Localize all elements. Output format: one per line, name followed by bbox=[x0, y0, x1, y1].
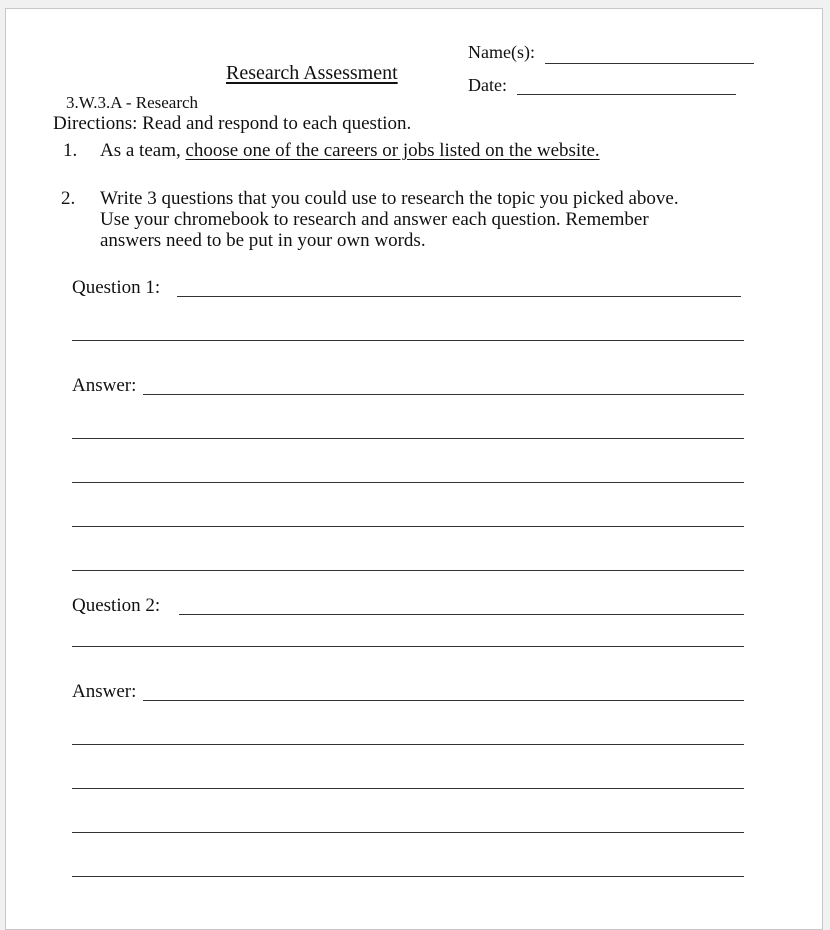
answer-1-line[interactable] bbox=[72, 482, 744, 483]
question-2-line[interactable] bbox=[72, 646, 744, 647]
question-2-label: Question 2: bbox=[72, 595, 161, 616]
item-1-number: 1. bbox=[63, 140, 78, 161]
name-blank-line[interactable] bbox=[545, 63, 754, 64]
item-1-task: choose one of the careers or jobs listed on the website. bbox=[185, 140, 600, 161]
item-2-line-1: Write 3 questions that you could use to research the topic you picked above. bbox=[100, 188, 679, 209]
item-2-line-3: answers need to be put in your own words. bbox=[100, 230, 426, 251]
answer-1-line[interactable] bbox=[72, 526, 744, 527]
directions: Directions: Read and respond to each question. bbox=[53, 113, 412, 134]
item-1-lead: As a team, bbox=[100, 140, 181, 161]
question-2-line[interactable] bbox=[179, 614, 744, 615]
date-blank-line[interactable] bbox=[517, 94, 736, 95]
item-2-line-2: Use your chromebook to research and answer each question. Remember bbox=[100, 209, 649, 230]
answer-1-label: Answer: bbox=[72, 375, 137, 396]
answer-1-line[interactable] bbox=[143, 394, 744, 395]
name-label: Name(s): bbox=[468, 42, 535, 62]
answer-2-line[interactable] bbox=[72, 744, 744, 745]
item-2-number: 2. bbox=[61, 188, 76, 209]
answer-1-line[interactable] bbox=[72, 570, 744, 571]
standard-code: 3.W.3.A - Research bbox=[66, 93, 199, 112]
answer-2-line[interactable] bbox=[143, 700, 744, 701]
answer-2-line[interactable] bbox=[72, 788, 744, 789]
answer-2-line[interactable] bbox=[72, 876, 744, 877]
question-1-line[interactable] bbox=[72, 340, 744, 341]
answer-2-line[interactable] bbox=[72, 832, 744, 833]
worksheet-page bbox=[5, 8, 823, 930]
answer-2-label: Answer: bbox=[72, 681, 137, 702]
question-1-label: Question 1: bbox=[72, 277, 161, 298]
page-title: Research Assessment bbox=[226, 62, 398, 84]
item-1-text bbox=[100, 140, 600, 161]
answer-1-line[interactable] bbox=[72, 438, 744, 439]
date-label: Date: bbox=[468, 75, 507, 95]
question-1-line[interactable] bbox=[177, 296, 741, 297]
